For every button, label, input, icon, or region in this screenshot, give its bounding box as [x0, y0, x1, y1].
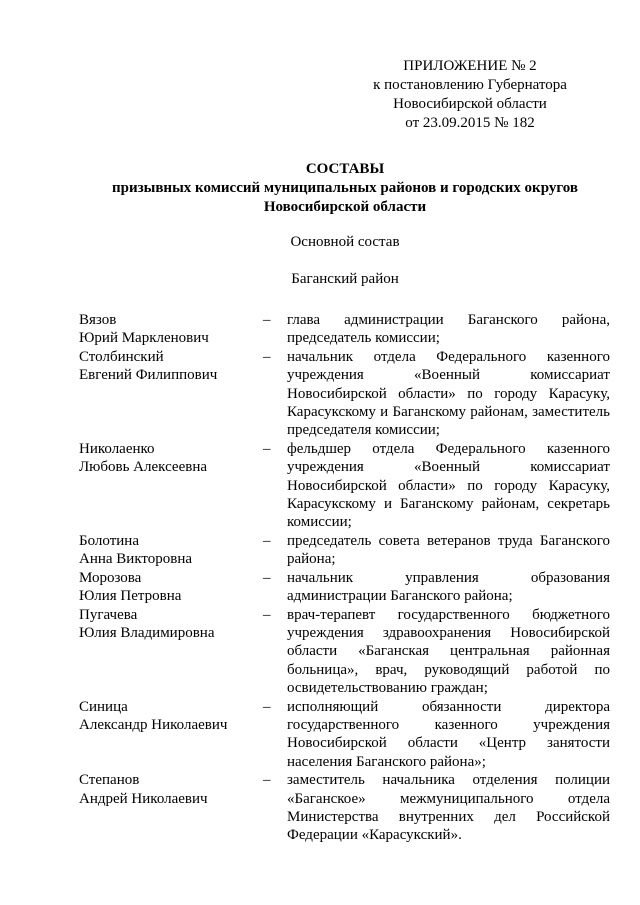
member-row: [79, 698, 610, 772]
member-surname: Степанов: [79, 772, 140, 789]
member-role: председатель совета ветеранов труда Баганского района;: [287, 532, 610, 568]
member-row: [79, 311, 610, 348]
appendix-number: ПРИЛОЖЕНИЕ № 2: [403, 58, 537, 74]
member-role: врач-терапевт государственного бюджетного учреждения здравоохранения Новосибирской области «Баганская центральная районная больница», врач, руководящий работой по освидетельствованию граждан;: [287, 606, 610, 697]
member-role: заместитель начальника отделения полиции «Баганское» межмуниципального отдела Министерства внутренних дел Российской Федерации «Карасукский».: [287, 772, 610, 844]
member-row: [79, 606, 610, 698]
document-title: [80, 160, 610, 217]
member-given-names: Александр Николаевич: [79, 716, 228, 733]
member-surname: Болотина: [79, 532, 139, 549]
members-list: [79, 311, 610, 845]
member-role: начальник отдела Федерального казенного учреждения «Военный комиссариат Новосибирской области» по городу Карасуку, Карасукскому и Баганскому районам, заместитель председателя комиссии;: [287, 348, 610, 439]
member-surname: Пугачева: [79, 606, 138, 623]
member-row: [79, 771, 610, 845]
appendix-reference: к постановлению Губернатора: [373, 77, 567, 93]
member-name: [79, 311, 263, 348]
member-name: [79, 569, 263, 606]
dash-separator: –: [263, 440, 271, 457]
appendix-date: от 23.09.2015 № 182: [405, 115, 535, 131]
member-surname: Николаенко: [79, 440, 155, 457]
member-given-names: Андрей Николаевич: [79, 790, 208, 807]
member-row: [79, 532, 610, 569]
member-role: исполняющий обязанности директора государственного казенного учреждения Новосибирской области «Центр занятости населения Баганского района»;: [287, 698, 610, 770]
title-line-2: призывных комиссий муниципальных районов и городских округов: [111, 180, 579, 196]
member-role: глава администрации Баганского района, председатель комиссии;: [287, 312, 610, 347]
district-heading: Баганский район: [291, 271, 399, 287]
member-row: [79, 569, 610, 606]
member-given-names: Юлия Петровна: [79, 588, 182, 605]
dash-separator: –: [263, 569, 271, 586]
member-name: [79, 606, 263, 643]
member-given-names: Юлия Владимировна: [79, 624, 215, 641]
dash-separator: –: [263, 772, 271, 789]
dash-separator: –: [263, 348, 271, 365]
dash-separator: –: [263, 312, 271, 328]
member-surname: Синица: [79, 698, 128, 715]
member-name: [79, 348, 263, 385]
member-given-names: Анна Викторовна: [79, 551, 193, 568]
dash-separator: –: [263, 698, 271, 715]
member-surname: Морозова: [79, 569, 142, 586]
member-name: [79, 440, 263, 477]
appendix-region: Новосибирской области: [393, 96, 547, 112]
title-line-3: Новосибирской области: [263, 199, 427, 215]
appendix-header: [340, 57, 600, 133]
member-name: [79, 771, 263, 808]
member-row: [79, 440, 610, 532]
member-given-names: Юрий Маркленович: [79, 330, 209, 347]
member-name: [79, 532, 263, 569]
member-role: начальник управления образования администрации Баганского района;: [287, 569, 610, 605]
section-heading: Основной состав: [290, 234, 400, 250]
dash-separator: –: [263, 606, 271, 623]
member-surname: Столбинский: [79, 348, 164, 365]
member-row: [79, 348, 610, 440]
member-given-names: Евгений Филиппович: [79, 367, 218, 384]
member-name: [79, 698, 263, 735]
member-surname: Вязов: [79, 312, 117, 328]
member-given-names: Любовь Алексеевна: [79, 459, 207, 476]
member-role: фельдшер отдела Федерального казенного учреждения «Военный комиссариат Новосибирской области» по городу Карасуку, Карасукскому и Баганскому районам, секретарь комиссии;: [287, 440, 610, 531]
dash-separator: –: [263, 532, 271, 549]
title-line-1: СОСТАВЫ: [305, 161, 385, 177]
